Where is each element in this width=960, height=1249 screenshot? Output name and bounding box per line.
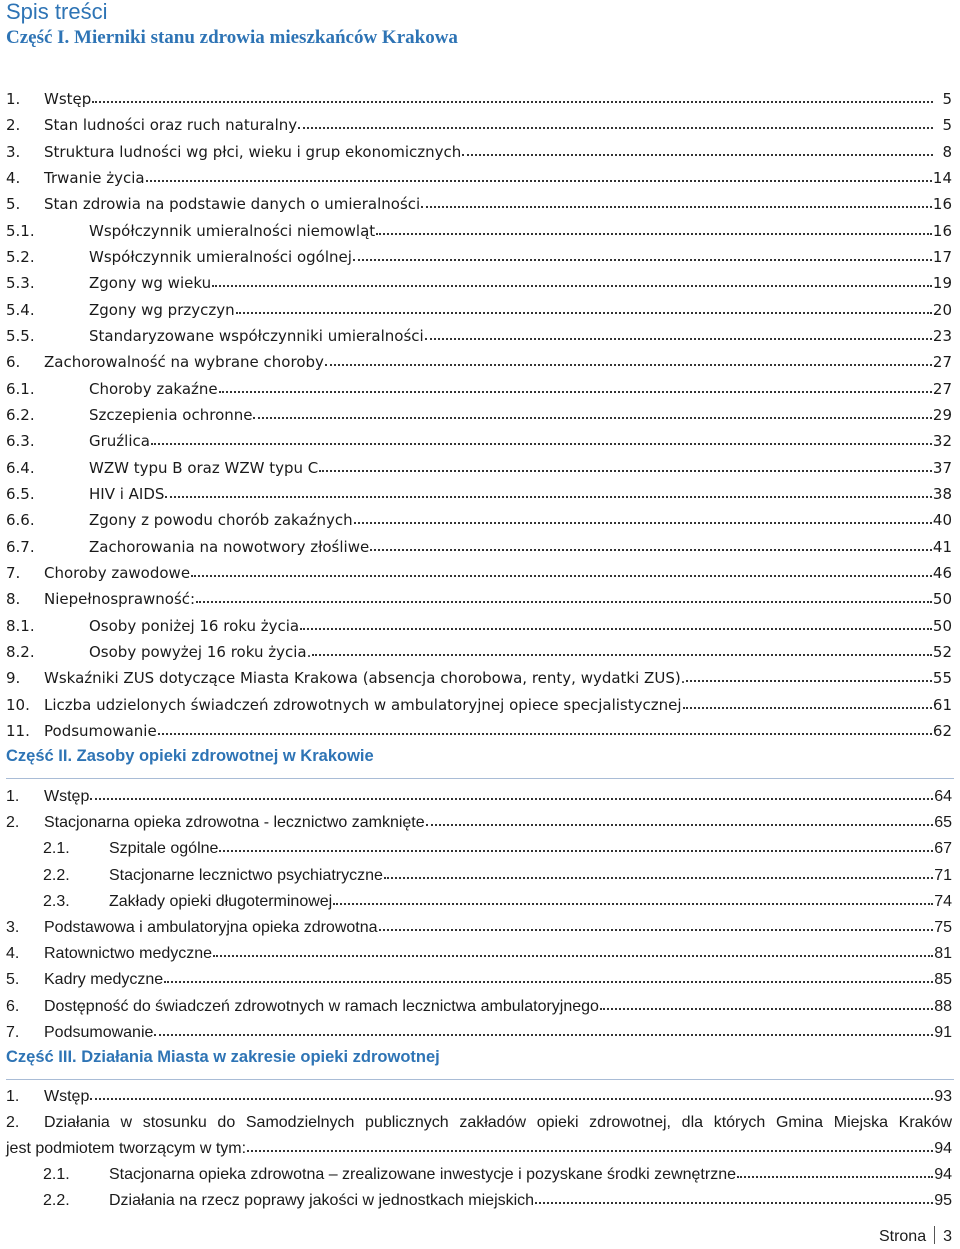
toc-dot-leader	[535, 1191, 933, 1205]
toc-entry-title[interactable]: Stacjonarne lecznictwo psychiatryczne	[109, 867, 383, 884]
toc-entry-page: 67	[934, 840, 952, 857]
footer-label: Strona	[878, 1228, 927, 1245]
toc-entry-title[interactable]: Zachorowania na nowotwory złośliwe	[89, 538, 370, 556]
toc-entry-title[interactable]: Wstęp	[44, 90, 92, 108]
toc-entry-number: 11.	[6, 722, 30, 740]
toc-entry-page: 16	[932, 195, 952, 213]
toc-entry-number: 5.2.	[6, 248, 35, 266]
toc-dot-leader	[319, 459, 932, 473]
toc-dot-leader	[247, 1139, 933, 1153]
toc-entry-page: 52	[932, 643, 952, 661]
toc-entry[interactable]	[0, 967, 960, 993]
part2-title: Część II. Zasoby opieki zdrowotnej w Krakowie	[6, 747, 374, 765]
part2-rule	[6, 778, 954, 779]
part3-rule	[6, 1079, 954, 1080]
toc-entry-title[interactable]: Choroby zakaźne	[89, 380, 218, 398]
toc-dot-leader	[426, 813, 933, 827]
toc-entry-number: 1.	[6, 1088, 20, 1105]
toc-entry[interactable]	[0, 112, 960, 138]
toc-entry-number: 6.	[6, 353, 21, 371]
toc-entry-page: 81	[934, 945, 952, 962]
toc-dot-leader	[737, 1165, 933, 1179]
toc-entry-page: 16	[932, 222, 952, 240]
toc-entry-title[interactable]: Stan ludności oraz ruch naturalny	[44, 116, 298, 134]
toc-entry-number: 6.5.	[6, 485, 35, 503]
toc-entry-number: 6.3.	[6, 432, 35, 450]
toc-dot-leader	[370, 538, 932, 552]
toc-entry-title[interactable]: Liczba udzielonych świadczeń zdrowotnych w ambulatoryjnej opiece specjalistycznej	[44, 696, 682, 714]
toc-entry-number: 6.6.	[6, 511, 35, 529]
toc-entry-title[interactable]: Zgony z powodu chorób zakaźnych	[89, 511, 353, 529]
toc-dot-leader	[219, 380, 932, 394]
toc-entry-page: 62	[932, 722, 952, 740]
toc-entry-number: 2.2.	[43, 867, 70, 884]
page-footer	[879, 1226, 952, 1246]
toc-entry-number: 2.	[6, 1114, 20, 1131]
toc-dot-leader	[421, 195, 932, 209]
toc-dot-leader	[379, 918, 933, 932]
toc-entry-number: 4.	[6, 945, 20, 962]
toc-entry-title[interactable]: Gruźlica	[89, 432, 150, 450]
toc-entry[interactable]	[0, 218, 960, 244]
toc-entry-page: 55	[932, 669, 952, 687]
toc-entry-title[interactable]: Podsumowanie	[44, 722, 157, 740]
toc-dot-leader	[298, 116, 933, 130]
toc-dot-leader	[146, 169, 932, 183]
toc-entry-number: 10.	[6, 696, 30, 714]
toc-entry[interactable]	[0, 86, 960, 112]
toc-entry-page: 5	[942, 90, 952, 108]
toc-entry-page: 32	[932, 432, 952, 450]
toc-entry[interactable]	[0, 1110, 960, 1136]
toc-entry[interactable]	[0, 639, 960, 665]
toc-entry-page: 50	[932, 617, 952, 635]
toc-entry-title[interactable]: Działania na rzecz poprawy jakości w jednostkach miejskich	[109, 1192, 535, 1209]
toc-entry-title[interactable]: Stacjonarna opieka zdrowotna - lecznictwo zamknięte	[44, 814, 425, 831]
toc-entry-title[interactable]: Zgony wg wieku	[89, 274, 212, 292]
toc-entry[interactable]	[0, 481, 960, 507]
toc-entry-title[interactable]: Współczynnik umieralności ogólnej	[89, 248, 352, 266]
toc-entry-title[interactable]: Współczynnik umieralności niemowląt	[89, 222, 376, 240]
toc-entry-number: 6.1.	[6, 380, 35, 398]
toc-dot-leader	[154, 1023, 933, 1037]
toc-entry-title[interactable]: Osoby powyżej 16 roku życia.	[89, 643, 312, 661]
toc-entry-page: 94	[934, 1166, 952, 1183]
toc-entry-page: 46	[932, 564, 952, 582]
toc-entry[interactable]	[0, 586, 960, 612]
toc-dot-leader	[236, 301, 932, 315]
toc-entry-page: 23	[932, 327, 952, 345]
toc-entry-title[interactable]: Zakłady opieki długoterminowej	[109, 893, 333, 910]
toc-entry[interactable]	[0, 718, 960, 744]
toc-entry-page: 17	[932, 248, 952, 266]
toc-dot-leader	[325, 353, 932, 367]
toc-entry[interactable]	[0, 376, 960, 402]
toc-entry-title[interactable]: Podsumowanie	[44, 1024, 154, 1041]
toc-entry[interactable]	[0, 1188, 960, 1214]
toc-entry-title[interactable]: Kadry medyczne	[44, 971, 164, 988]
toc-entry-number: 6.7.	[6, 538, 35, 556]
toc-dot-leader	[164, 970, 933, 984]
toc-entry-number: 8.1.	[6, 617, 35, 635]
toc-entry-page: 50	[932, 590, 952, 608]
toc-entry-page: 29	[932, 406, 952, 424]
toc-dot-leader	[90, 787, 933, 801]
toc-entry[interactable]	[0, 863, 960, 889]
doc-title: Spis treści	[6, 0, 108, 24]
toc-dot-leader	[333, 892, 933, 906]
toc-entry-number: 2.1.	[43, 1166, 70, 1183]
toc-dot-leader	[253, 406, 931, 420]
toc-entry-page: 8	[942, 143, 952, 161]
toc-entry[interactable]	[0, 613, 960, 639]
toc-entry-title[interactable]: Stacjonarna opieka zdrowotna – zrealizowane inwestycje i pozyskane środki zewnętrzne	[109, 1166, 736, 1183]
toc-dot-leader	[158, 722, 932, 736]
toc-entry[interactable]	[0, 191, 960, 217]
toc-entry-page: 75	[934, 919, 952, 936]
toc-entry-title[interactable]: Stan zdrowia na podstawie danych o umieralności	[44, 195, 421, 213]
toc-entry[interactable]	[0, 139, 960, 165]
toc-entry-title[interactable]: HIV i AIDS	[89, 485, 165, 503]
toc-entry-title[interactable]: Standaryzowane współczynniki umieralności	[89, 327, 424, 345]
toc-dot-leader	[92, 90, 933, 104]
toc-entry-number: 4.	[6, 169, 21, 187]
toc-entry-number: 6.4.	[6, 459, 35, 477]
toc-entry[interactable]	[0, 665, 960, 691]
toc-entry-title[interactable]: Osoby poniżej 16 roku życia	[89, 617, 300, 635]
toc-entry-page: 93	[934, 1088, 952, 1105]
toc-entry[interactable]	[0, 994, 960, 1020]
toc-entry-number: 2.	[6, 814, 20, 831]
toc-entry-page: 14	[932, 169, 952, 187]
toc-entry-title[interactable]: Struktura ludności wg płci, wieku i grup ekonomicznych	[44, 143, 462, 161]
toc-entry-number: 3.	[6, 919, 20, 936]
toc-entry-number: 6.	[6, 998, 20, 1015]
toc-entry[interactable]	[0, 915, 960, 941]
toc-entry-page: 41	[932, 538, 952, 556]
toc-entry-title-continuation[interactable]: jest podmiotem tworzącym w tym:	[6, 1140, 247, 1157]
toc-entry-number: 2.1.	[43, 840, 70, 857]
toc-entry-number: 9.	[6, 669, 21, 687]
toc-dot-leader	[90, 1087, 933, 1101]
toc-entry[interactable]	[0, 402, 960, 428]
toc-dot-leader	[191, 564, 932, 578]
toc-dot-leader	[213, 944, 933, 958]
toc-entry-page: 19	[932, 274, 952, 292]
toc-entry-page: 94	[934, 1140, 952, 1157]
toc-entry-page: 95	[934, 1192, 952, 1209]
toc-entry-page: 20	[932, 301, 952, 319]
toc-entry-page: 91	[934, 1024, 952, 1041]
toc-entry-number: 2.3.	[43, 893, 70, 910]
toc-entry-continuation[interactable]	[0, 1136, 960, 1162]
toc-entry[interactable]	[0, 534, 960, 560]
toc-entry-number: 6.2.	[6, 406, 35, 424]
toc-dot-leader	[165, 485, 931, 499]
toc-entry-title[interactable]: Wstęp	[44, 1088, 90, 1105]
toc-dot-leader	[384, 866, 933, 880]
toc-entry-title[interactable]: Działania w stosunku do Samodzielnych publicznych zakładów opieki zdrowotnej, dla których Gmina Miejska Kraków	[44, 1114, 952, 1131]
toc-entry[interactable]	[0, 165, 960, 191]
toc-entry[interactable]	[0, 323, 960, 349]
toc-entry[interactable]	[0, 507, 960, 533]
toc-entry[interactable]	[0, 836, 960, 862]
toc-dot-leader	[196, 590, 932, 604]
toc-dot-leader	[212, 274, 932, 288]
part3-title: Część III. Działania Miasta w zakresie opieki zdrowotnej	[6, 1048, 440, 1066]
toc-entry-page: 27	[932, 353, 952, 371]
toc-entry-title[interactable]: Choroby zawodowe	[44, 564, 191, 582]
toc-entry[interactable]	[0, 244, 960, 270]
toc-entry[interactable]	[0, 1084, 960, 1110]
toc-entry-page: 38	[932, 485, 952, 503]
toc-entry[interactable]	[0, 349, 960, 375]
toc-entry-title[interactable]: Zgony wg przyczyn	[89, 301, 235, 319]
toc-entry-number: 3.	[6, 143, 21, 161]
toc-entry-number: 5.5.	[6, 327, 35, 345]
toc-dot-leader	[354, 511, 932, 525]
toc-dot-leader	[353, 248, 932, 262]
toc-dot-leader	[312, 643, 932, 657]
toc-dot-leader	[600, 997, 933, 1011]
toc-entry-title[interactable]: Zachorowalność na wybrane choroby	[44, 353, 324, 371]
toc-dot-leader	[300, 617, 932, 631]
part1-title: Część I. Mierniki stanu zdrowia mieszkańców Krakowa	[6, 27, 458, 48]
toc-entry[interactable]	[0, 1162, 960, 1188]
toc-entry-number: 5.1.	[6, 222, 35, 240]
toc-entry-number: 7.	[6, 1024, 20, 1041]
toc-dot-leader	[376, 222, 932, 236]
footer-separator	[934, 1226, 935, 1244]
toc-entry-page: 27	[932, 380, 952, 398]
toc-entry-number: 8.2.	[6, 643, 35, 661]
toc-entry-page: 65	[934, 814, 952, 831]
toc-entry-page: 74	[934, 893, 952, 910]
toc-entry-page: 61	[932, 696, 952, 714]
toc-entry-title[interactable]: Wstęp	[44, 788, 90, 805]
toc-entry-number: 8.	[6, 590, 21, 608]
toc-entry-number: 7.	[6, 564, 21, 582]
toc-dot-leader	[425, 327, 932, 341]
toc-entry-page: 37	[932, 459, 952, 477]
toc-entry-page: 40	[932, 511, 952, 529]
toc-entry-title[interactable]: Niepełnosprawność:	[44, 590, 196, 608]
toc-entry-title[interactable]: Ratownictwo medyczne	[44, 945, 213, 962]
toc-entry-title[interactable]: WZW typu B oraz WZW typu C	[89, 459, 319, 477]
toc-entry[interactable]	[0, 692, 960, 718]
toc-entry-number: 1.	[6, 90, 21, 108]
toc-dot-leader	[219, 839, 933, 853]
toc-entry-number: 2.	[6, 116, 21, 134]
toc-entry-number: 5.4.	[6, 301, 35, 319]
toc-entry-page: 71	[934, 867, 952, 884]
toc-entry[interactable]	[0, 784, 960, 810]
toc-dot-leader	[151, 432, 932, 446]
footer-page-number: 3	[943, 1228, 952, 1245]
toc-entry-page: 64	[934, 788, 952, 805]
toc-entry[interactable]	[0, 810, 960, 836]
toc-entry-number: 1.	[6, 788, 20, 805]
toc-entry-title[interactable]: Trwanie życia	[44, 169, 145, 187]
toc-entry-page: 88	[934, 998, 952, 1015]
toc-entry-page: 5	[942, 116, 952, 134]
toc-dot-leader	[686, 669, 931, 683]
toc-entry-title[interactable]: Wskaźniki ZUS dotyczące Miasta Krakowa (absencja chorobowa, renty, wydatki ZUS).	[44, 669, 686, 687]
toc-entry-number: 5.3.	[6, 274, 35, 292]
toc-entry[interactable]	[0, 297, 960, 323]
toc-entry-number: 5.	[6, 971, 20, 988]
toc-entry-number: 5.	[6, 195, 21, 213]
toc-entry[interactable]	[0, 941, 960, 967]
toc-entry-title[interactable]: Szpitale ogólne	[109, 840, 219, 857]
toc-entry[interactable]	[0, 1020, 960, 1046]
toc-entry-title[interactable]: Podstawowa i ambulatoryjna opieka zdrowotna	[44, 919, 378, 936]
toc-dot-leader	[683, 696, 932, 710]
toc-entry[interactable]	[0, 889, 960, 915]
toc-entry-title[interactable]: Dostępność do świadczeń zdrowotnych w ramach lecznictwa ambulatoryjnego	[44, 998, 599, 1015]
toc-entry[interactable]	[0, 455, 960, 481]
toc-entry[interactable]	[0, 560, 960, 586]
toc-entry-page: 85	[934, 971, 952, 988]
toc-entry-title[interactable]: Szczepienia ochronne	[89, 406, 253, 424]
toc-entry[interactable]	[0, 270, 960, 296]
toc-dot-leader	[462, 143, 933, 157]
toc-entry-number: 2.2.	[43, 1192, 70, 1209]
toc-entry[interactable]	[0, 428, 960, 454]
